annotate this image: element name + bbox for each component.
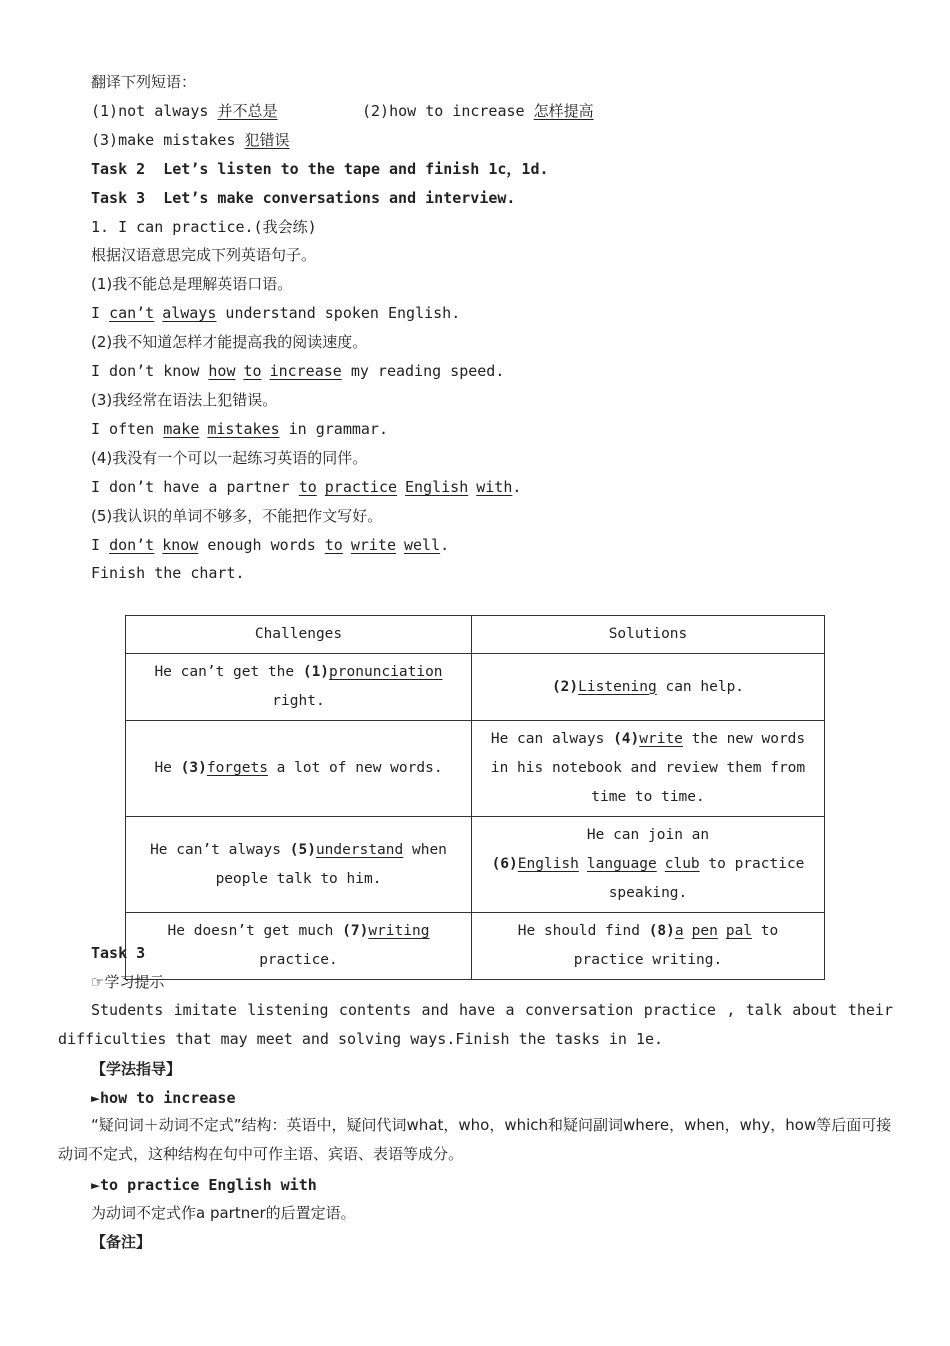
answer-word: write — [350, 536, 396, 554]
blank-number: (5) — [289, 841, 316, 858]
blank-number: (6) — [491, 856, 518, 872]
answer-blank — [208, 362, 341, 380]
sentence-5-chinese: (5)我认识的单词不够多，不能把作文写好。 — [91, 507, 383, 525]
grammar-point-1-title: ►how to increase — [91, 1089, 236, 1107]
text: He should find — [517, 923, 649, 939]
sentence-3-english — [91, 419, 388, 439]
answer-word: increase — [269, 362, 342, 380]
task-3-heading: Task 3 Let’s make conversations and interview. — [91, 189, 516, 207]
answer-blank: Listening — [578, 678, 657, 695]
answer-word: can’t — [109, 304, 155, 322]
sentence-5-english — [91, 535, 449, 555]
text: my reading speed. — [341, 362, 505, 380]
answer-word: to — [243, 362, 262, 380]
solution-cell — [472, 654, 825, 721]
translate-item-3 — [91, 130, 290, 150]
challenge-cell — [126, 721, 472, 817]
text: practice. — [259, 952, 338, 968]
text: . — [512, 478, 522, 496]
notes-heading: 【备注】 — [91, 1233, 152, 1251]
blank-number: (4) — [613, 731, 640, 747]
sentence-1-chinese: (1)我不能总是理解英语口语。 — [91, 275, 293, 293]
text: He — [154, 760, 181, 776]
text: He doesn’t get much — [167, 923, 343, 939]
answer-blank — [518, 856, 700, 872]
answer-word: to — [324, 536, 343, 554]
solution-cell — [472, 721, 825, 817]
answer-word: pal — [725, 923, 753, 939]
text: I — [91, 304, 110, 322]
answer-word: well — [404, 536, 441, 554]
answer-blank: forgets — [206, 760, 268, 776]
blank-number: (8) — [648, 923, 675, 939]
challenges-solutions-table — [125, 615, 825, 980]
challenge-cell — [126, 817, 472, 913]
sentence-4-chinese: (4)我没有一个可以一起练习英语的同伴。 — [91, 449, 368, 467]
text: I don’t have a partner — [91, 478, 299, 496]
grammar-point-1-text: “疑问词＋动词不定式”结构：英语中，疑问代词what，who，which和疑问副词where，when，why，how等后面可接动词不定式，这种结构在句中可作主语、宾语、表语等成分。 — [58, 1116, 892, 1163]
text: . — [440, 536, 450, 554]
sentence-1-english — [91, 303, 460, 323]
practice-heading: 1. I can practice.(我会练) — [91, 218, 317, 236]
solution-cell — [472, 817, 825, 913]
answer-word: English — [517, 856, 579, 872]
study-tip-heading: ☞学习提示 — [91, 973, 165, 991]
text: to practice writing. — [573, 923, 779, 968]
text: He can join an — [586, 827, 710, 843]
grammar-point-2-text: 为动词不定式作a partner的后置定语。 — [91, 1204, 356, 1222]
text: a lot of new words. — [267, 760, 443, 776]
text: He can’t get the — [154, 664, 303, 680]
grammar-point-2-title: ►to practice English with — [91, 1176, 317, 1194]
challenge-cell — [126, 654, 472, 721]
translate-item-2 — [362, 101, 594, 121]
blank-number: (2) — [551, 678, 579, 695]
item-prefix: (1)not always — [91, 102, 218, 120]
answer-word: pen — [691, 923, 718, 939]
text: I don’t know — [91, 362, 209, 380]
task-2-heading: Task 2 Let’s listen to the tape and finish 1c，1d. — [91, 160, 549, 178]
practice-instruction: 根据汉语意思完成下列英语句子。 — [91, 246, 317, 264]
answer-word: language — [586, 856, 657, 872]
answer-word: club — [664, 856, 700, 872]
table-header-row — [126, 616, 825, 654]
answer-blank — [163, 420, 279, 438]
text: the new words in his notebook and review them from time to time. — [490, 731, 806, 805]
answer-word: make — [163, 420, 200, 438]
header-challenges: Challenges — [126, 616, 472, 654]
answer-word: how — [208, 362, 236, 380]
solution-cell — [472, 913, 825, 980]
text: in grammar. — [279, 420, 388, 438]
table-row — [126, 721, 825, 817]
blank-number: (7) — [342, 923, 369, 939]
answer-blank: writing — [368, 923, 430, 939]
text: I often — [91, 420, 164, 438]
text: He can’t always — [150, 841, 290, 858]
answer-word: a — [674, 923, 684, 939]
answer-blank — [109, 536, 198, 554]
answer-blank — [109, 304, 216, 322]
translate-item-1 — [91, 101, 277, 121]
sentence-3-chinese: (3)我经常在语法上犯错误。 — [91, 391, 278, 409]
text: understand spoken English. — [216, 304, 461, 322]
item-answer: 犯错误 — [244, 131, 290, 149]
answer-word: don’t — [109, 536, 155, 554]
text: I — [91, 536, 110, 554]
text: He can always — [490, 731, 614, 747]
text: when people talk to him. — [215, 841, 447, 887]
sentence-4-english — [91, 477, 521, 497]
translate-heading: 翻译下列短语： — [91, 73, 197, 91]
study-tip-text: Students imitate listening contents and have a conversation practice , talk about their difficulties that may meet and solving ways.Finish the tasks in 1e. — [58, 1001, 893, 1048]
blank-number: (1) — [302, 664, 330, 680]
table-row — [126, 913, 825, 980]
answer-blank — [675, 923, 752, 939]
answer-blank: understand — [315, 841, 404, 858]
answer-blank: pronunciation — [329, 664, 443, 680]
answer-word: mistakes — [207, 420, 280, 438]
answer-blank — [325, 536, 440, 554]
answer-word: know — [162, 536, 199, 554]
header-solutions: Solutions — [472, 616, 825, 654]
item-prefix: (3)make mistakes — [91, 131, 245, 149]
text: enough words — [198, 536, 325, 554]
answer-word: to — [298, 478, 317, 496]
item-prefix: (2)how to increase — [362, 102, 534, 120]
answer-word: practice — [324, 478, 398, 496]
blank-number: (3) — [180, 760, 207, 776]
task-3-label: Task 3 — [91, 944, 146, 962]
item-answer: 并不总是 — [217, 102, 278, 120]
answer-word: always — [162, 304, 217, 322]
sentence-2-english — [91, 361, 504, 381]
answer-blank — [299, 478, 513, 496]
answer-blank: write — [639, 731, 683, 747]
text: to practice speaking. — [608, 856, 805, 901]
sentence-2-chinese: (2)我不知道怎样才能提高我的阅读速度。 — [91, 333, 368, 351]
method-guide-heading: 【学法指导】 — [91, 1060, 182, 1078]
table-row — [126, 817, 825, 913]
challenge-cell — [126, 913, 472, 980]
table-row — [126, 654, 825, 721]
text: right. — [272, 693, 325, 709]
finish-the-chart: Finish the chart. — [91, 564, 245, 582]
answer-word: with — [476, 478, 513, 496]
text: can help. — [656, 678, 745, 695]
answer-word: English — [405, 478, 469, 496]
item-answer: 怎样提高 — [533, 102, 594, 120]
